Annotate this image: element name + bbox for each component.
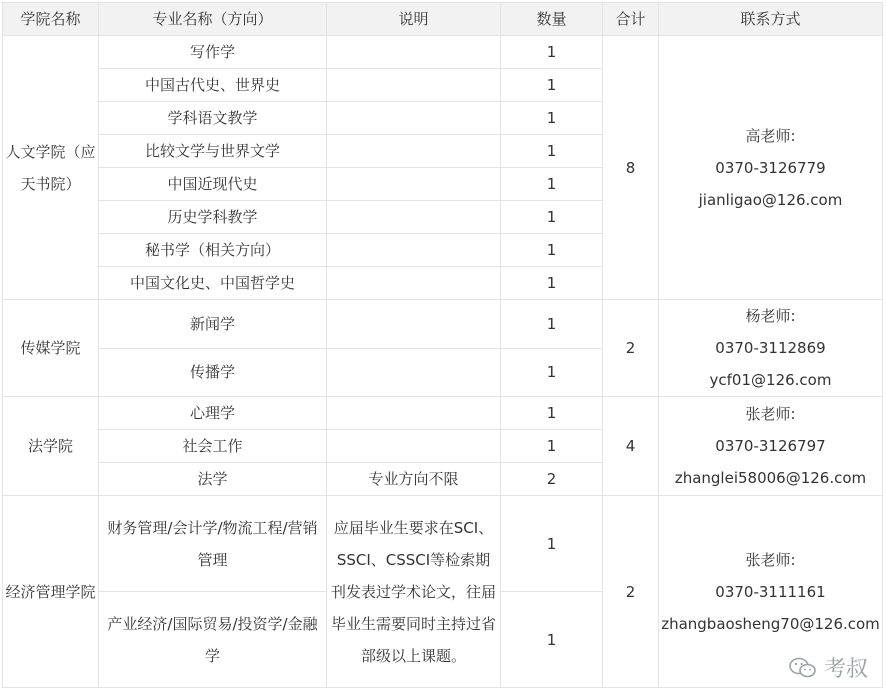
count-cell: 1 [501, 36, 603, 69]
header-contact: 联系方式 [659, 3, 883, 36]
major-cell: 写作学 [99, 36, 327, 69]
contact-cell [659, 300, 883, 397]
count-cell: 1 [501, 397, 603, 430]
table-row [3, 36, 883, 69]
contact-email: jianligao@126.com [698, 190, 843, 209]
note-cell [327, 234, 501, 267]
total-cell: 4 [603, 397, 659, 496]
contact-phone: 0370-3126779 [715, 158, 826, 177]
college-name: 法学院 [3, 397, 99, 496]
contact-teacher: 杨老师: [745, 307, 796, 325]
count-cell: 1 [501, 267, 603, 300]
major-cell: 中国古代史、世界史 [99, 69, 327, 102]
major-cell: 财务管理/会计学/物流工程/营销管理 [99, 496, 327, 592]
note-cell [327, 430, 501, 463]
note-cell [327, 300, 501, 349]
major-cell: 法学 [99, 463, 327, 496]
contact-teacher: 高老师: [745, 126, 796, 145]
college-name: 人文学院（应天书院） [3, 36, 99, 300]
wechat-icon [788, 656, 818, 680]
total-cell: 2 [603, 300, 659, 397]
major-cell: 心理学 [99, 397, 327, 430]
major-cell: 社会工作 [99, 430, 327, 463]
major-cell: 秘书学（相关方向） [99, 234, 327, 267]
table-row [3, 397, 883, 430]
note-cell [327, 135, 501, 168]
count-cell: 2 [501, 463, 603, 496]
header-total: 合计 [603, 3, 659, 36]
count-cell: 1 [501, 201, 603, 234]
count-cell: 1 [501, 348, 603, 397]
note-cell [327, 201, 501, 234]
contact-phone: 0370-3126797 [715, 437, 826, 455]
table-row [3, 496, 883, 592]
count-cell: 1 [501, 430, 603, 463]
note-cell [327, 267, 501, 300]
contact-phone: 0370-3112869 [715, 339, 826, 357]
contact-cell [659, 36, 883, 300]
count-cell: 1 [501, 168, 603, 201]
header-college: 学院名称 [3, 3, 99, 36]
recruitment-table [2, 2, 883, 688]
note-cell [327, 102, 501, 135]
count-cell: 1 [501, 69, 603, 102]
major-cell: 学科语文教学 [99, 102, 327, 135]
table-row [3, 300, 883, 349]
count-cell: 1 [501, 592, 603, 688]
header-major: 专业名称（方向） [99, 3, 327, 36]
count-cell: 1 [501, 234, 603, 267]
contact-phone: 0370-3111161 [715, 582, 826, 601]
contact-teacher: 张老师: [745, 405, 796, 423]
count-cell: 1 [501, 102, 603, 135]
major-cell: 中国近现代史 [99, 168, 327, 201]
count-cell: 1 [501, 135, 603, 168]
major-cell: 产业经济/国际贸易/投资学/金融学 [99, 592, 327, 688]
major-cell: 中国文化史、中国哲学史 [99, 267, 327, 300]
note-cell: 应届毕业生要求在SCI、SSCI、CSSCI等检索期刊发表过学术论文，往届毕业生需要同时主持过省部级以上课题。 [327, 496, 501, 688]
note-cell [327, 168, 501, 201]
note-cell [327, 397, 501, 430]
major-cell: 传播学 [99, 348, 327, 397]
header-row [3, 3, 883, 36]
contact-email: ycf01@126.com [709, 371, 832, 389]
note-cell [327, 348, 501, 397]
note-cell [327, 69, 501, 102]
contact-email: zhanglei58006@126.com [674, 469, 867, 487]
header-count: 数量 [501, 3, 603, 36]
watermark-text: 考叔 [823, 657, 868, 682]
college-name: 经济管理学院 [3, 496, 99, 688]
note-cell [327, 36, 501, 69]
major-cell: 新闻学 [99, 300, 327, 349]
total-cell: 2 [603, 496, 659, 688]
major-cell: 比较文学与世界文学 [99, 135, 327, 168]
count-cell: 1 [501, 496, 603, 592]
watermark [788, 652, 868, 683]
major-cell: 历史学科教学 [99, 201, 327, 234]
total-cell: 8 [603, 36, 659, 300]
header-note: 说明 [327, 3, 501, 36]
note-cell: 专业方向不限 [327, 463, 501, 496]
college-name: 传媒学院 [3, 300, 99, 397]
contact-teacher: 张老师: [745, 550, 796, 569]
count-cell: 1 [501, 300, 603, 349]
contact-cell [659, 397, 883, 496]
contact-email: zhangbaosheng70@126.com [661, 614, 880, 633]
